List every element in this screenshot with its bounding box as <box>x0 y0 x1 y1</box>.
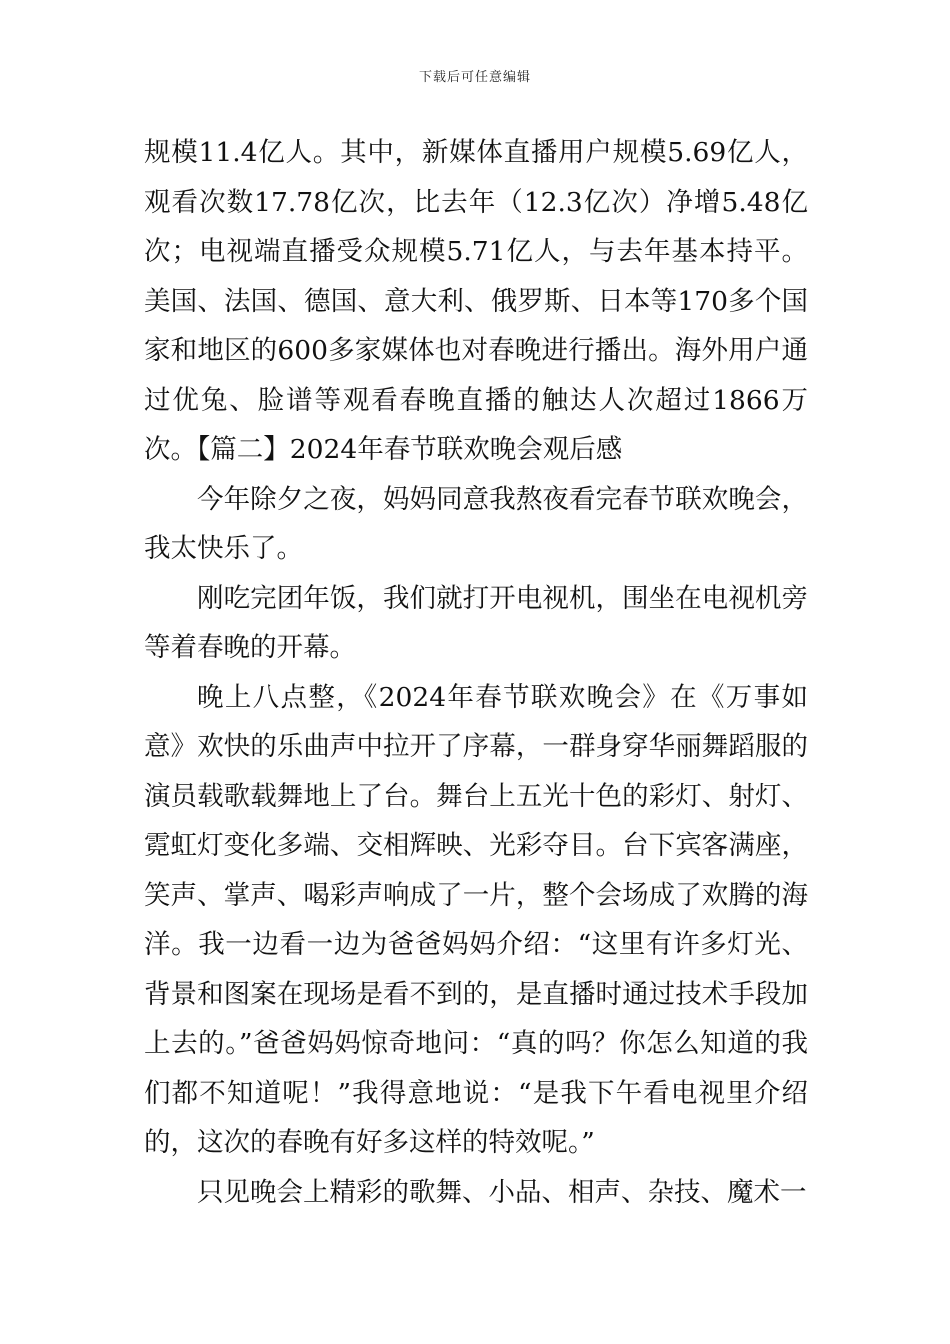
paragraph-3: 刚吃完团年饭，我们就打开电视机，围坐在电视机旁等着春晚的开幕。 <box>144 582 808 663</box>
paragraph-1: 规模11.4亿人。其中，新媒体直播用户规模5.69亿人，观看次数17.78亿次，比去年（12.3亿次）净增5.48亿次；电视端直播受众规模5.71亿人，与去年基本持平。美国、法国、德国、意大利、俄罗斯、日本等170多个国家和地区的600多家媒体也对春晚进行播出。海外用户通过优兔、脸谱等观看春晚直播的触达人次超过1866万次。【篇二】2024年春节联欢晚会观后感 <box>144 137 808 465</box>
paragraph-2: 今年除夕之夜，妈妈同意我熬夜看完春节联欢晚会，我太快乐了。 <box>144 483 808 564</box>
paragraph-5: 只见晚会上精彩的歌舞、小品、相声、杂技、魔术一 <box>197 1176 807 1208</box>
document-body <box>144 128 808 1217</box>
page-header: 下载后可任意编辑 <box>418 70 531 85</box>
paragraph-4: 晚上八点整，《2024年春节联欢晚会》在《万事如意》欢快的乐曲声中拉开了序幕，一群身穿华丽舞蹈服的演员载歌载舞地上了台。舞台上五光十色的彩灯、射灯、霓虹灯变化多端、交相辉映、光彩夺目。台下宾客满座，笑声、掌声、喝彩声响成了一片，整个会场成了欢腾的海洋。我一边看一边为爸爸妈妈介绍：“这里有许多灯光、背景和图案在现场是看不到的，是直播时通过技术手段加上去的。”爸爸妈妈惊奇地问：“真的吗？你怎么知道的我们都不知道呢！”我得意地说：“是我下午看电视里介绍的，这次的春晚有好多这样的特效呢。” <box>144 681 808 1158</box>
